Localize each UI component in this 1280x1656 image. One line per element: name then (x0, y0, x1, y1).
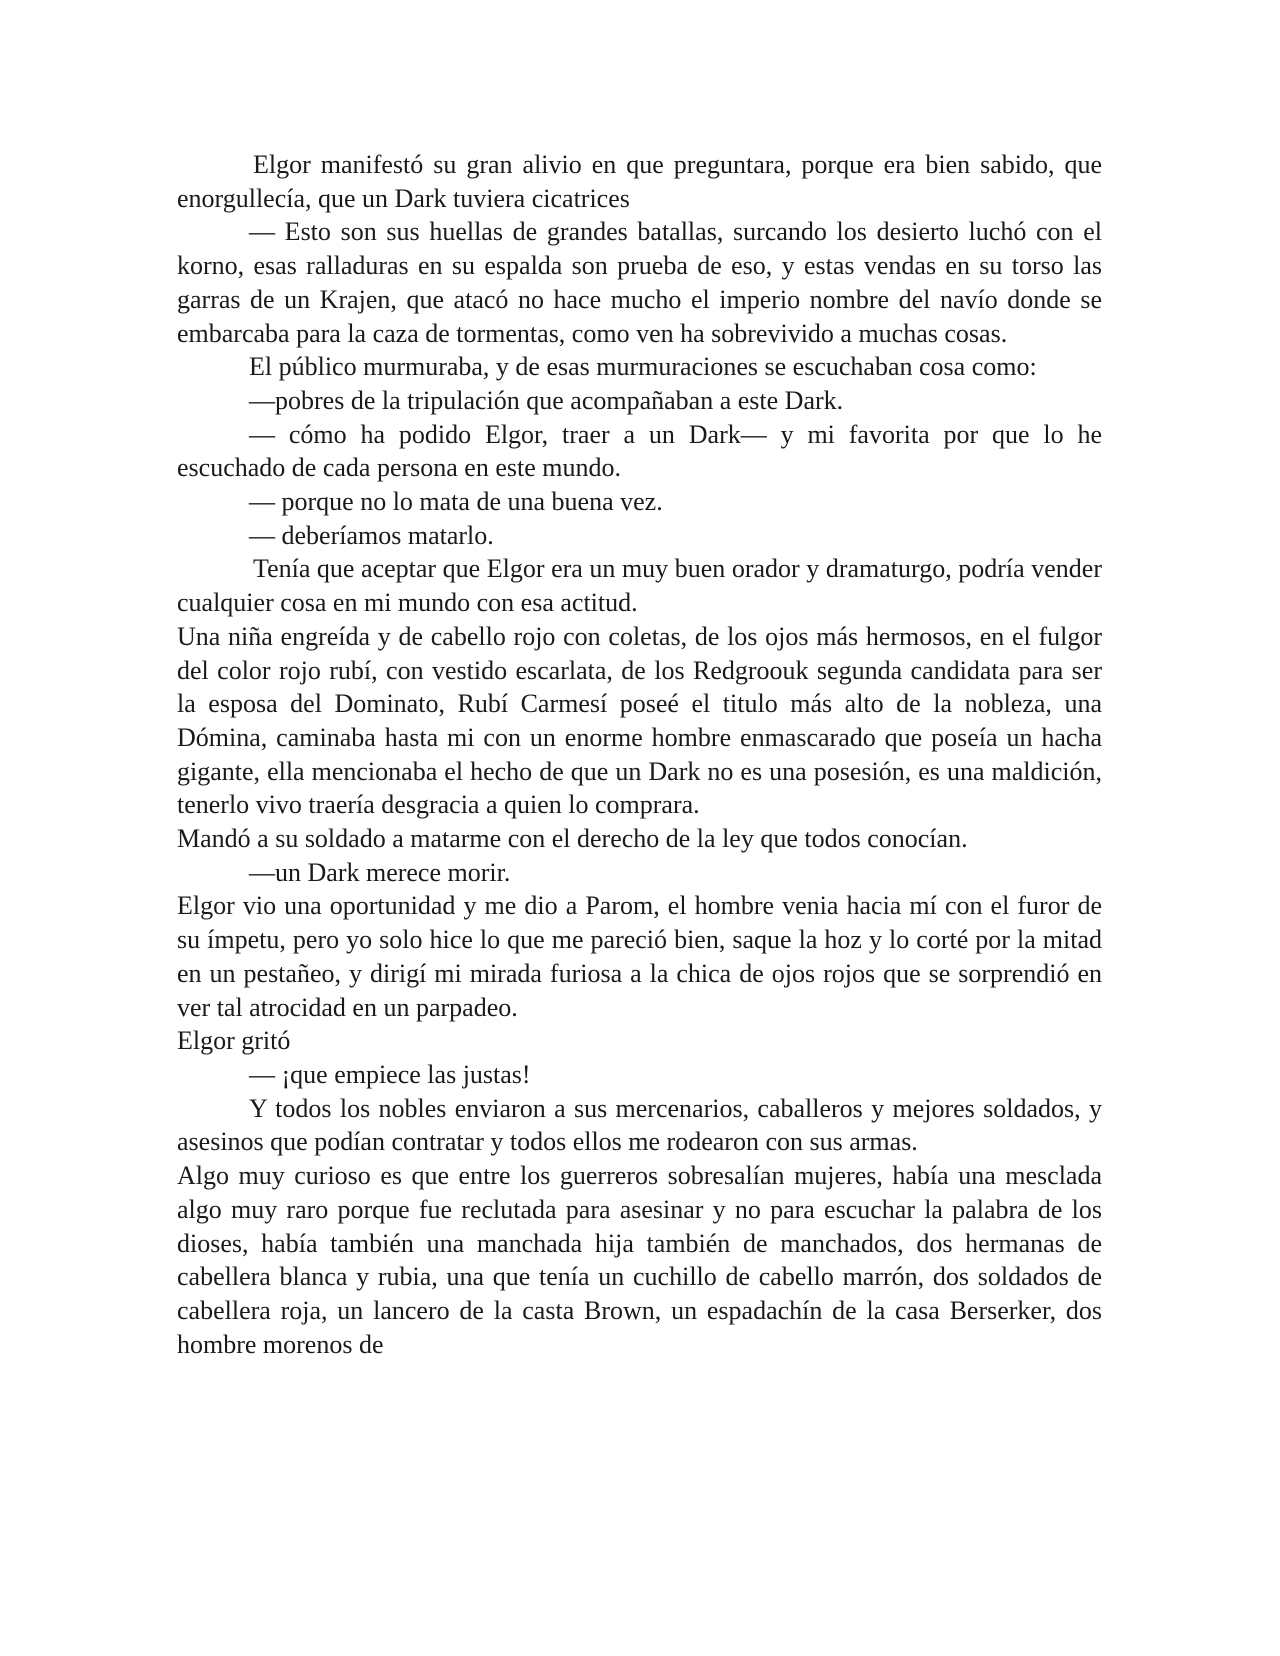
dialogue-line: — ¡que empiece las justas! (249, 1059, 531, 1089)
dialogue-line: —pobres de la tripulación que acompañaban a este Dark. (249, 385, 844, 415)
dialogue-line: — porque no lo mata de una buena vez. (249, 487, 663, 517)
dialogue-line: — deberíamos matarlo. (249, 520, 494, 550)
paragraph: Elgor gritó (177, 1026, 291, 1056)
paragraph: Mandó a su soldado a matarme con el derecho de la ley que todos conocían. (177, 824, 968, 854)
dialogue-line: — cómo ha podido Elgor, traer a un Dark— y mi favorita por que lo he escuchado de cada persona en este mundo. (177, 419, 1102, 483)
paragraph: Y todos los nobles enviaron a sus mercenarios, caballeros y mejores soldados, y asesinos que podían contratar y todos ellos me rodearon con sus armas. (177, 1093, 1102, 1157)
paragraph: Elgor vio una oportunidad y me dio a Parom, el hombre venia hacia mí con el furor de su ímpetu, pero yo solo hice lo que me pareció bien, saque la hoz y lo corté por la mitad en un pestañeo, y dirigí mi mirada furiosa a la chica de ojos rojos que se sorprendió en ver tal atrocidad en un parpadeo. (177, 891, 1102, 1022)
paragraph: Elgor manifestó su gran alivio en que preguntara, porque era bien sabido, que enorgullecía, que un Dark tuviera cicatrices (177, 150, 1102, 213)
paragraph: Una niña engreída y de cabello rojo con coletas, de los ojos más hermosos, en el fulgor del color rojo rubí, con vestido escarlata, de los Redgroouk segunda candidata para ser la esposa del Dominato, Rubí Carmesí poseé el titulo más alto de la nobleza, una Dómina, caminaba hasta mi con un enorme hombre enmascarado que poseía un hacha gigante, ella mencionaba el hecho de que un Dark no es una posesión, es una maldición, tenerlo vivo traería desgracia a quien lo comprara. (177, 621, 1102, 820)
paragraph: El público murmuraba, y de esas murmuraciones se escuchaban cosa como: (249, 352, 1037, 382)
body-text (177, 148, 1102, 1361)
dialogue-line: —un Dark merece morir. (249, 857, 511, 887)
dialogue-line: — Esto son sus huellas de grandes batallas, surcando los desierto luchó con el korno, esas ralladuras en su espalda son prueba de eso, y estas vendas en su torso las garras de un Krajen, que atacó no hace mucho el imperio nombre del navío donde se embarcaba para la caza de tormentas, como ven ha sobrevivido a muchas cosas. (177, 217, 1102, 348)
paragraph: Algo muy curioso es que entre los guerreros sobresalían mujeres, había una mesclada algo muy raro porque fue reclutada para asesinar y no para escuchar la palabra de los dioses, había también una manchada hija también de manchados, dos hermanas de cabellera blanca y rubia, una que tenía un cuchillo de cabello marrón, dos soldados de cabellera roja, un lancero de la casta Brown, un espadachín de la casa Berserker, dos hombre morenos de (177, 1161, 1102, 1359)
paragraph: Tenía que aceptar que Elgor era un muy buen orador y dramaturgo, podría vender cualquier cosa en mi mundo con esa actitud. (177, 554, 1102, 618)
